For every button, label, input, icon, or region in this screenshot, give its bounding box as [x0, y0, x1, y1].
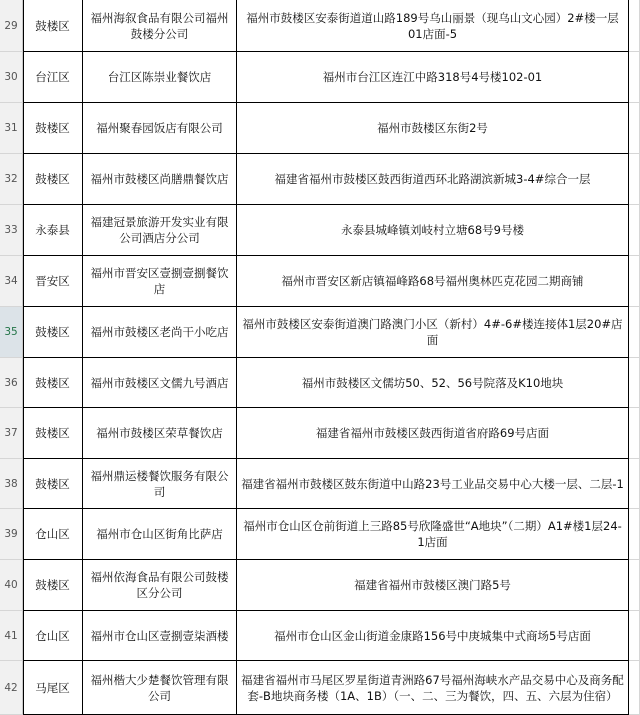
address-cell[interactable]: 福州市鼓楼区安泰街道澳门路澳门小区（新村）4#-6#楼连接体1层20#店面 — [237, 307, 629, 358]
next-column-cell[interactable] — [629, 560, 640, 611]
table-row[interactable] — [0, 661, 640, 715]
table-row[interactable] — [0, 509, 640, 560]
next-column-cell[interactable] — [629, 307, 640, 358]
next-column-cell[interactable] — [629, 509, 640, 560]
district-cell[interactable]: 鼓楼区 — [23, 307, 83, 358]
table-row[interactable] — [0, 611, 640, 661]
business-name-cell[interactable]: 福州市鼓楼区老尚干小吃店 — [83, 307, 237, 358]
next-column-cell[interactable] — [629, 0, 640, 52]
next-column-cell[interactable] — [629, 358, 640, 408]
row-header[interactable]: 31 — [0, 103, 23, 154]
business-name-cell[interactable]: 福州市晋安区壹捌壹捌餐饮店 — [83, 256, 237, 307]
business-name-cell[interactable]: 福州市鼓楼区文儒九号酒店 — [83, 358, 237, 408]
district-cell[interactable]: 永泰县 — [23, 205, 83, 256]
address-cell[interactable]: 福州市晋安区新店镇福峰路68号福州奥林匹克花园二期商铺 — [237, 256, 629, 307]
table-row[interactable] — [0, 459, 640, 509]
table-row[interactable] — [0, 256, 640, 307]
district-cell[interactable]: 鼓楼区 — [23, 358, 83, 408]
row-header[interactable]: 40 — [0, 560, 23, 611]
business-name-cell[interactable]: 福州市鼓楼区荣草餐饮店 — [83, 408, 237, 459]
next-column-cell[interactable] — [629, 661, 640, 715]
district-cell[interactable]: 晋安区 — [23, 256, 83, 307]
business-name-cell[interactable]: 福州市仓山区壹捌壹柒酒楼 — [83, 611, 237, 661]
business-name-cell[interactable]: 福州楷大少楚餐饮管理有限公司 — [83, 661, 237, 715]
table-row[interactable] — [0, 0, 640, 52]
business-name-cell[interactable]: 福州依海食品有限公司鼓楼区分公司 — [83, 560, 237, 611]
row-header[interactable]: 33 — [0, 205, 23, 256]
address-cell[interactable]: 福建省福州市鼓楼区鼓东街道中山路23号工业品交易中心大楼一层、二层-1 — [237, 459, 629, 509]
district-cell[interactable]: 鼓楼区 — [23, 154, 83, 205]
address-cell[interactable]: 福州市鼓楼区安泰街道道山路189号乌山丽景（现乌山文心园）2#楼一层01店面-5 — [237, 0, 629, 52]
next-column-cell[interactable] — [629, 408, 640, 459]
address-cell[interactable]: 福建省福州市马尾区罗星街道青洲路67号福州海峡水产品交易中心及商务配套-B地块商务楼（1A、1B）（一、二、三为餐饮，四、五、六层为住宿） — [237, 661, 629, 715]
business-name-cell[interactable]: 福州鼎运楼餐饮服务有限公司 — [83, 459, 237, 509]
business-name-cell[interactable]: 福州市仓山区街角比萨店 — [83, 509, 237, 560]
district-cell[interactable]: 鼓楼区 — [23, 459, 83, 509]
table-row[interactable] — [0, 307, 640, 358]
business-name-cell[interactable]: 台江区陈崇业餐饮店 — [83, 52, 237, 103]
table-row[interactable] — [0, 560, 640, 611]
district-cell[interactable]: 鼓楼区 — [23, 560, 83, 611]
district-cell[interactable]: 马尾区 — [23, 661, 83, 715]
address-cell[interactable]: 福州市仓山区金山街道金康路156号中庚城集中式商场5号店面 — [237, 611, 629, 661]
next-column-cell[interactable] — [629, 205, 640, 256]
row-header[interactable]: 42 — [0, 661, 23, 715]
district-cell[interactable]: 仓山区 — [23, 509, 83, 560]
address-cell[interactable]: 福州市台江区连江中路318号4号楼102-01 — [237, 52, 629, 103]
row-header[interactable]: 38 — [0, 459, 23, 509]
district-cell[interactable]: 鼓楼区 — [23, 0, 83, 52]
table-row[interactable] — [0, 358, 640, 408]
next-column-cell[interactable] — [629, 459, 640, 509]
table-row[interactable] — [0, 154, 640, 205]
row-header[interactable]: 35 — [0, 307, 23, 358]
row-header[interactable]: 37 — [0, 408, 23, 459]
address-cell[interactable]: 永泰县城峰镇刘岐村立塘68号9号楼 — [237, 205, 629, 256]
next-column-cell[interactable] — [629, 256, 640, 307]
row-header[interactable]: 41 — [0, 611, 23, 661]
row-header[interactable]: 34 — [0, 256, 23, 307]
address-cell[interactable]: 福建省福州市鼓楼区鼓西街道西环北路湖滨新城3-4#综合一层 — [237, 154, 629, 205]
district-cell[interactable]: 仓山区 — [23, 611, 83, 661]
business-name-cell[interactable]: 福州聚春园饭店有限公司 — [83, 103, 237, 154]
next-column-cell[interactable] — [629, 52, 640, 103]
row-header[interactable]: 39 — [0, 509, 23, 560]
business-name-cell[interactable]: 福州海叙食品有限公司福州鼓楼分公司 — [83, 0, 237, 52]
address-cell[interactable]: 福州市仓山区仓前街道上三路85号欣隆盛世“A地块”（二期）A1#楼1层24-1店面 — [237, 509, 629, 560]
address-cell[interactable]: 福建省福州市鼓楼区澳门路5号 — [237, 560, 629, 611]
next-column-cell[interactable] — [629, 611, 640, 661]
address-cell[interactable]: 福州市鼓楼区东街2号 — [237, 103, 629, 154]
row-header[interactable]: 29 — [0, 0, 23, 52]
district-cell[interactable]: 鼓楼区 — [23, 408, 83, 459]
business-name-cell[interactable]: 福州市鼓楼区尚膳鼎餐饮店 — [83, 154, 237, 205]
business-name-cell[interactable]: 福建冠景旅游开发实业有限公司酒店分公司 — [83, 205, 237, 256]
district-cell[interactable]: 台江区 — [23, 52, 83, 103]
row-header[interactable]: 30 — [0, 52, 23, 103]
table-row[interactable] — [0, 52, 640, 103]
next-column-cell[interactable] — [629, 103, 640, 154]
address-cell[interactable]: 福建省福州市鼓楼区鼓西街道省府路69号店面 — [237, 408, 629, 459]
row-header[interactable]: 32 — [0, 154, 23, 205]
district-cell[interactable]: 鼓楼区 — [23, 103, 83, 154]
table-row[interactable] — [0, 408, 640, 459]
address-cell[interactable]: 福州市鼓楼区文儒坊50、52、56号院落及K10地块 — [237, 358, 629, 408]
next-column-cell[interactable] — [629, 154, 640, 205]
row-header[interactable]: 36 — [0, 358, 23, 408]
table-row[interactable] — [0, 205, 640, 256]
table-row[interactable] — [0, 103, 640, 154]
